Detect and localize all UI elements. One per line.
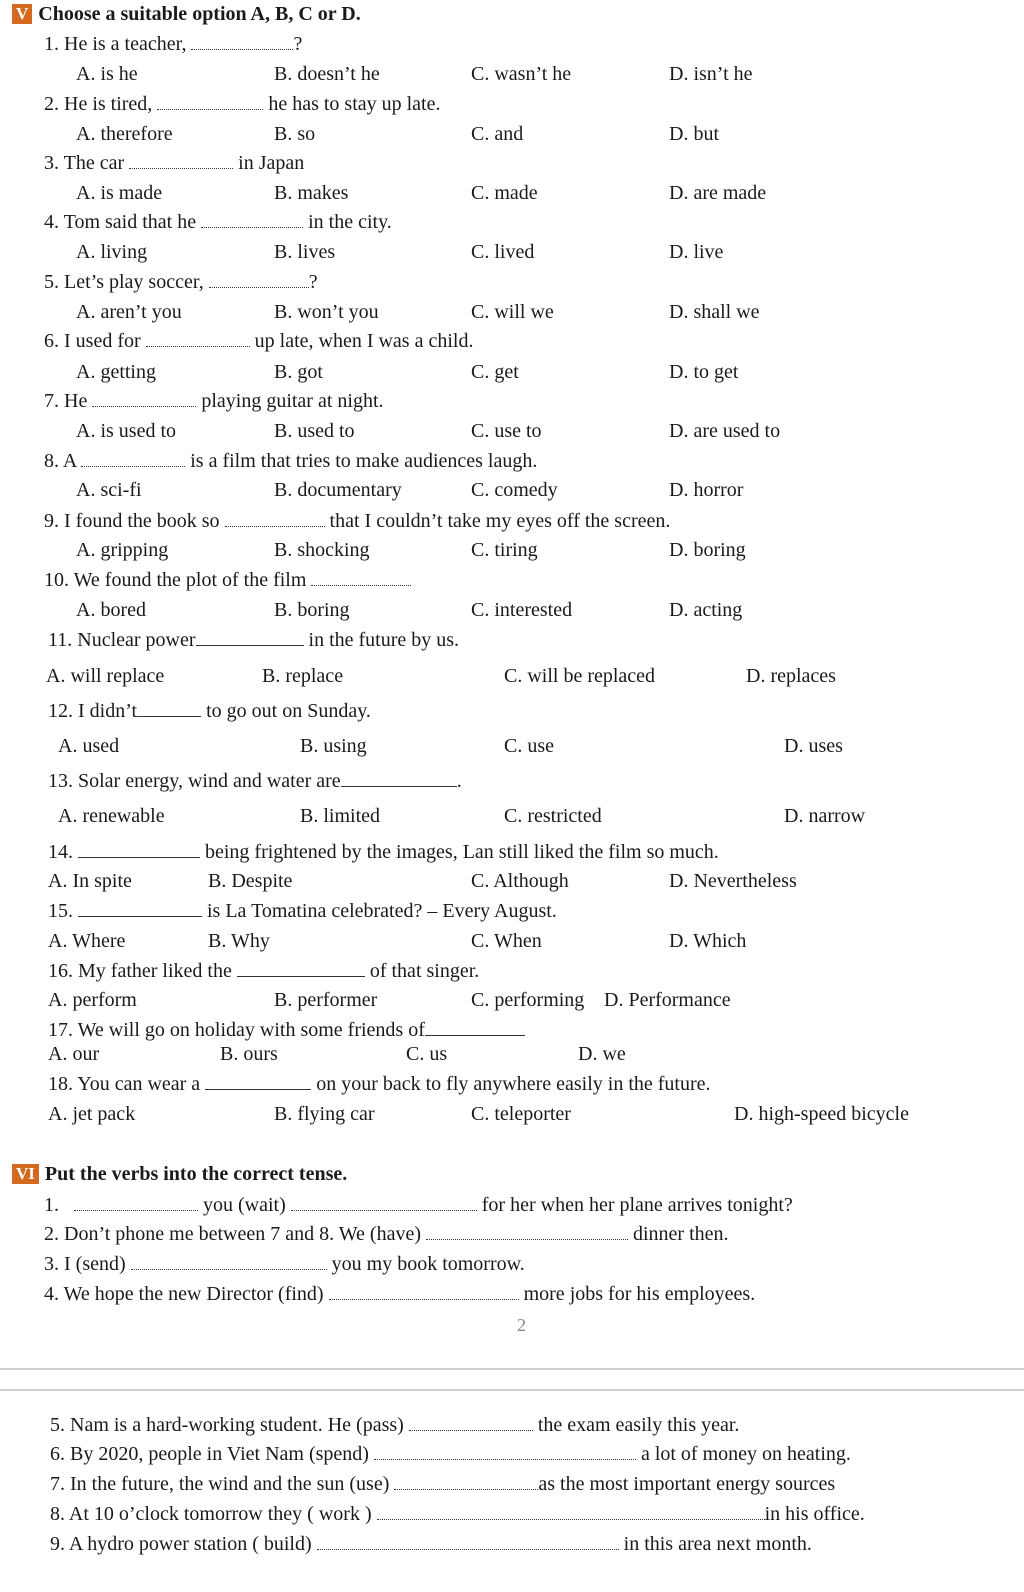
q3-option-a: A. is made [76, 182, 163, 204]
question-15: 15. is La Tomatina celebrated? – Every August. [48, 900, 557, 922]
answer-blank [209, 273, 309, 288]
answer-blank [377, 1505, 765, 1520]
q8-option-b: B. documentary [274, 479, 402, 501]
q17-option-b: B. ours [220, 1043, 278, 1065]
question-3: 3. The car in Japan [44, 152, 305, 174]
question-11: 11. Nuclear power in the future by us. [48, 629, 460, 651]
page-divider-bottom [0, 1389, 1024, 1391]
q6-option-c: C. get [471, 361, 519, 383]
answer-blank [81, 452, 185, 467]
q16-option-c: C. performing [471, 989, 585, 1011]
question-13: 13. Solar energy, wind and water are . [48, 770, 462, 792]
q15-option-a: A. Where [48, 930, 126, 952]
q2-option-a: A. therefore [76, 123, 173, 145]
answer-blank [237, 962, 365, 977]
verb-item-8: 8. At 10 o’clock tomorrow they ( work ) in his office. [50, 1503, 865, 1525]
q9-option-d: D. boring [669, 539, 746, 561]
q10-option-d: D. acting [669, 599, 743, 621]
q3-option-d: D. are made [669, 182, 767, 204]
verb-item-7: 7. In the future, the wind and the sun (use) as the most important energy sources [50, 1473, 836, 1495]
answer-blank [201, 213, 303, 228]
q10-option-c: C. interested [471, 599, 573, 621]
q11-option-c: C. will be replaced [504, 665, 656, 687]
q10-option-b: B. boring [274, 599, 350, 621]
question-4: 4. Tom said that he in the city. [44, 211, 392, 233]
section-5-header [12, 2, 361, 26]
answer-blank [425, 1021, 525, 1036]
question-18: 18. You can wear a on your back to fly anywhere easily in the future. [48, 1073, 711, 1095]
q3-option-b: B. makes [274, 182, 349, 204]
q12-option-b: B. using [300, 735, 367, 757]
q18-option-c: C. teleporter [471, 1103, 571, 1125]
q7-option-d: D. are used to [669, 420, 781, 442]
q17-option-d: D. we [578, 1043, 626, 1065]
question-16: 16. My father liked the of that singer. [48, 960, 480, 982]
q2-option-c: C. and [471, 123, 524, 145]
q12-option-a: A. used [58, 735, 120, 757]
verb-item-5: 5. Nam is a hard-working student. He (pass) the exam easily this year. [50, 1414, 740, 1436]
q6-option-a: A. getting [76, 361, 156, 383]
answer-blank [191, 35, 293, 50]
answer-blank [137, 702, 201, 717]
q5-option-c: C. will we [471, 301, 554, 323]
q7-option-b: B. used to [274, 420, 355, 442]
q4-option-a: A. living [76, 241, 148, 263]
q9-option-b: B. shocking [274, 539, 370, 561]
q5-option-d: D. shall we [669, 301, 760, 323]
question-5: 5. Let’s play soccer, ? [44, 271, 318, 293]
q9-option-a: A. gripping [76, 539, 169, 561]
q1-option-c: C. wasn’t he [471, 63, 572, 85]
answer-blank [78, 902, 202, 917]
answer-blank [129, 154, 233, 169]
q16-option-a: A. perform [48, 989, 137, 1011]
q1-option-b: B. doesn’t he [274, 63, 380, 85]
q13-option-b: B. limited [300, 805, 380, 827]
answer-blank [225, 512, 325, 527]
q2-option-b: B. so [274, 123, 316, 145]
q15-option-b: B. Why [208, 930, 270, 952]
section-6-number: VI [12, 1164, 39, 1184]
answer-blank [131, 1255, 327, 1270]
q15-option-d: D. Which [669, 930, 747, 952]
q1-option-d: D. isn’t he [669, 63, 753, 85]
verb-item-2: 2. Don’t phone me between 7 and 8. We (have) dinner then. [44, 1223, 729, 1245]
section-6-title: Put the verbs into the correct tense. [44, 1163, 348, 1185]
question-14: 14. being frightened by the images, Lan still liked the film so much. [48, 841, 719, 863]
answer-blank [341, 772, 457, 787]
answer-blank [374, 1445, 636, 1460]
q16-option-b: B. performer [274, 989, 378, 1011]
question-7: 7. He playing guitar at night. [44, 390, 384, 412]
answer-blank [157, 95, 263, 110]
question-10: 10. We found the plot of the film [44, 568, 411, 592]
q13-option-d: D. narrow [784, 805, 866, 827]
answer-blank [317, 1535, 619, 1550]
answer-blank [291, 1196, 477, 1211]
verb-item-9: 9. A hydro power station ( build) in this area next month. [50, 1533, 812, 1555]
q12-option-c: C. use [504, 735, 554, 757]
q4-option-b: B. lives [274, 241, 336, 263]
q11-option-d: D. replaces [746, 665, 836, 687]
answer-blank [92, 392, 196, 407]
page-divider-top [0, 1368, 1024, 1370]
question-6: 6. I used for up late, when I was a child. [44, 330, 474, 352]
q14-option-d: D. Nevertheless [669, 870, 797, 892]
q8-option-a: A. sci-fi [76, 479, 142, 501]
question-9: 9. I found the book so that I couldn’t take my eyes off the screen. [44, 510, 671, 532]
q18-option-d: D. high-speed bicycle [734, 1103, 909, 1125]
question-12: 12. I didn’t to go out on Sunday. [48, 700, 371, 722]
q6-option-d: D. to get [669, 361, 739, 383]
q13-option-c: C. restricted [504, 805, 602, 827]
section-6-header [12, 1162, 347, 1186]
q5-option-a: A. aren’t you [76, 301, 182, 323]
verb-item-1: 1. you (wait) for her when her plane arrives tonight? [44, 1194, 793, 1216]
answer-blank [329, 1285, 519, 1300]
q9-option-c: C. tiring [471, 539, 538, 561]
verb-item-4: 4. We hope the new Director (find) more jobs for his employees. [44, 1283, 756, 1305]
answer-blank [205, 1075, 311, 1090]
q17-option-a: A. our [48, 1043, 100, 1065]
q12-option-d: D. uses [784, 735, 843, 757]
q8-option-d: D. horror [669, 479, 744, 501]
q4-option-d: D. live [669, 241, 724, 263]
answer-blank [311, 571, 411, 586]
q10-option-a: A. bored [76, 599, 146, 621]
q7-option-c: C. use to [471, 420, 542, 442]
q18-option-a: A. jet pack [48, 1103, 136, 1125]
q11-option-a: A. will replace [46, 665, 165, 687]
q6-option-b: B. got [274, 361, 323, 383]
answer-blank [394, 1475, 538, 1490]
q16-option-d: D. Performance [604, 989, 731, 1011]
q15-option-c: C. When [471, 930, 542, 952]
question-17: 17. We will go on holiday with some friends of [48, 1018, 525, 1042]
answer-blank [196, 631, 304, 646]
verb-item-6: 6. By 2020, people in Viet Nam (spend) a lot of money on heating. [50, 1443, 851, 1465]
answer-blank [74, 1196, 198, 1211]
question-8: 8. A is a film that tries to make audiences laugh. [44, 450, 538, 472]
question-1: 1. He is a teacher, ? [44, 33, 303, 55]
section-5-number: V [12, 4, 32, 24]
answer-blank [426, 1225, 628, 1240]
section-5-title: Choose a suitable option A, B, C or D. [38, 3, 361, 25]
q7-option-a: A. is used to [76, 420, 176, 442]
q1-option-a: A. is he [76, 63, 138, 85]
answer-blank [78, 843, 200, 858]
q4-option-c: C. lived [471, 241, 535, 263]
q8-option-c: C. comedy [471, 479, 558, 501]
q17-option-c: C. us [406, 1043, 448, 1065]
q18-option-b: B. flying car [274, 1103, 375, 1125]
question-2: 2. He is tired, he has to stay up late. [44, 93, 441, 115]
q2-option-d: D. but [669, 123, 719, 145]
answer-blank [146, 332, 250, 347]
verb-item-3: 3. I (send) you my book tomorrow. [44, 1253, 525, 1275]
q3-option-c: C. made [471, 182, 538, 204]
q14-option-b: B. Despite [208, 870, 293, 892]
q5-option-b: B. won’t you [274, 301, 379, 323]
q11-option-b: B. replace [262, 665, 344, 687]
page-number: 2 [517, 1315, 526, 1335]
answer-blank [409, 1416, 533, 1431]
q14-option-a: A. In spite [48, 870, 132, 892]
q13-option-a: A. renewable [58, 805, 165, 827]
q14-option-c: C. Although [471, 870, 569, 892]
